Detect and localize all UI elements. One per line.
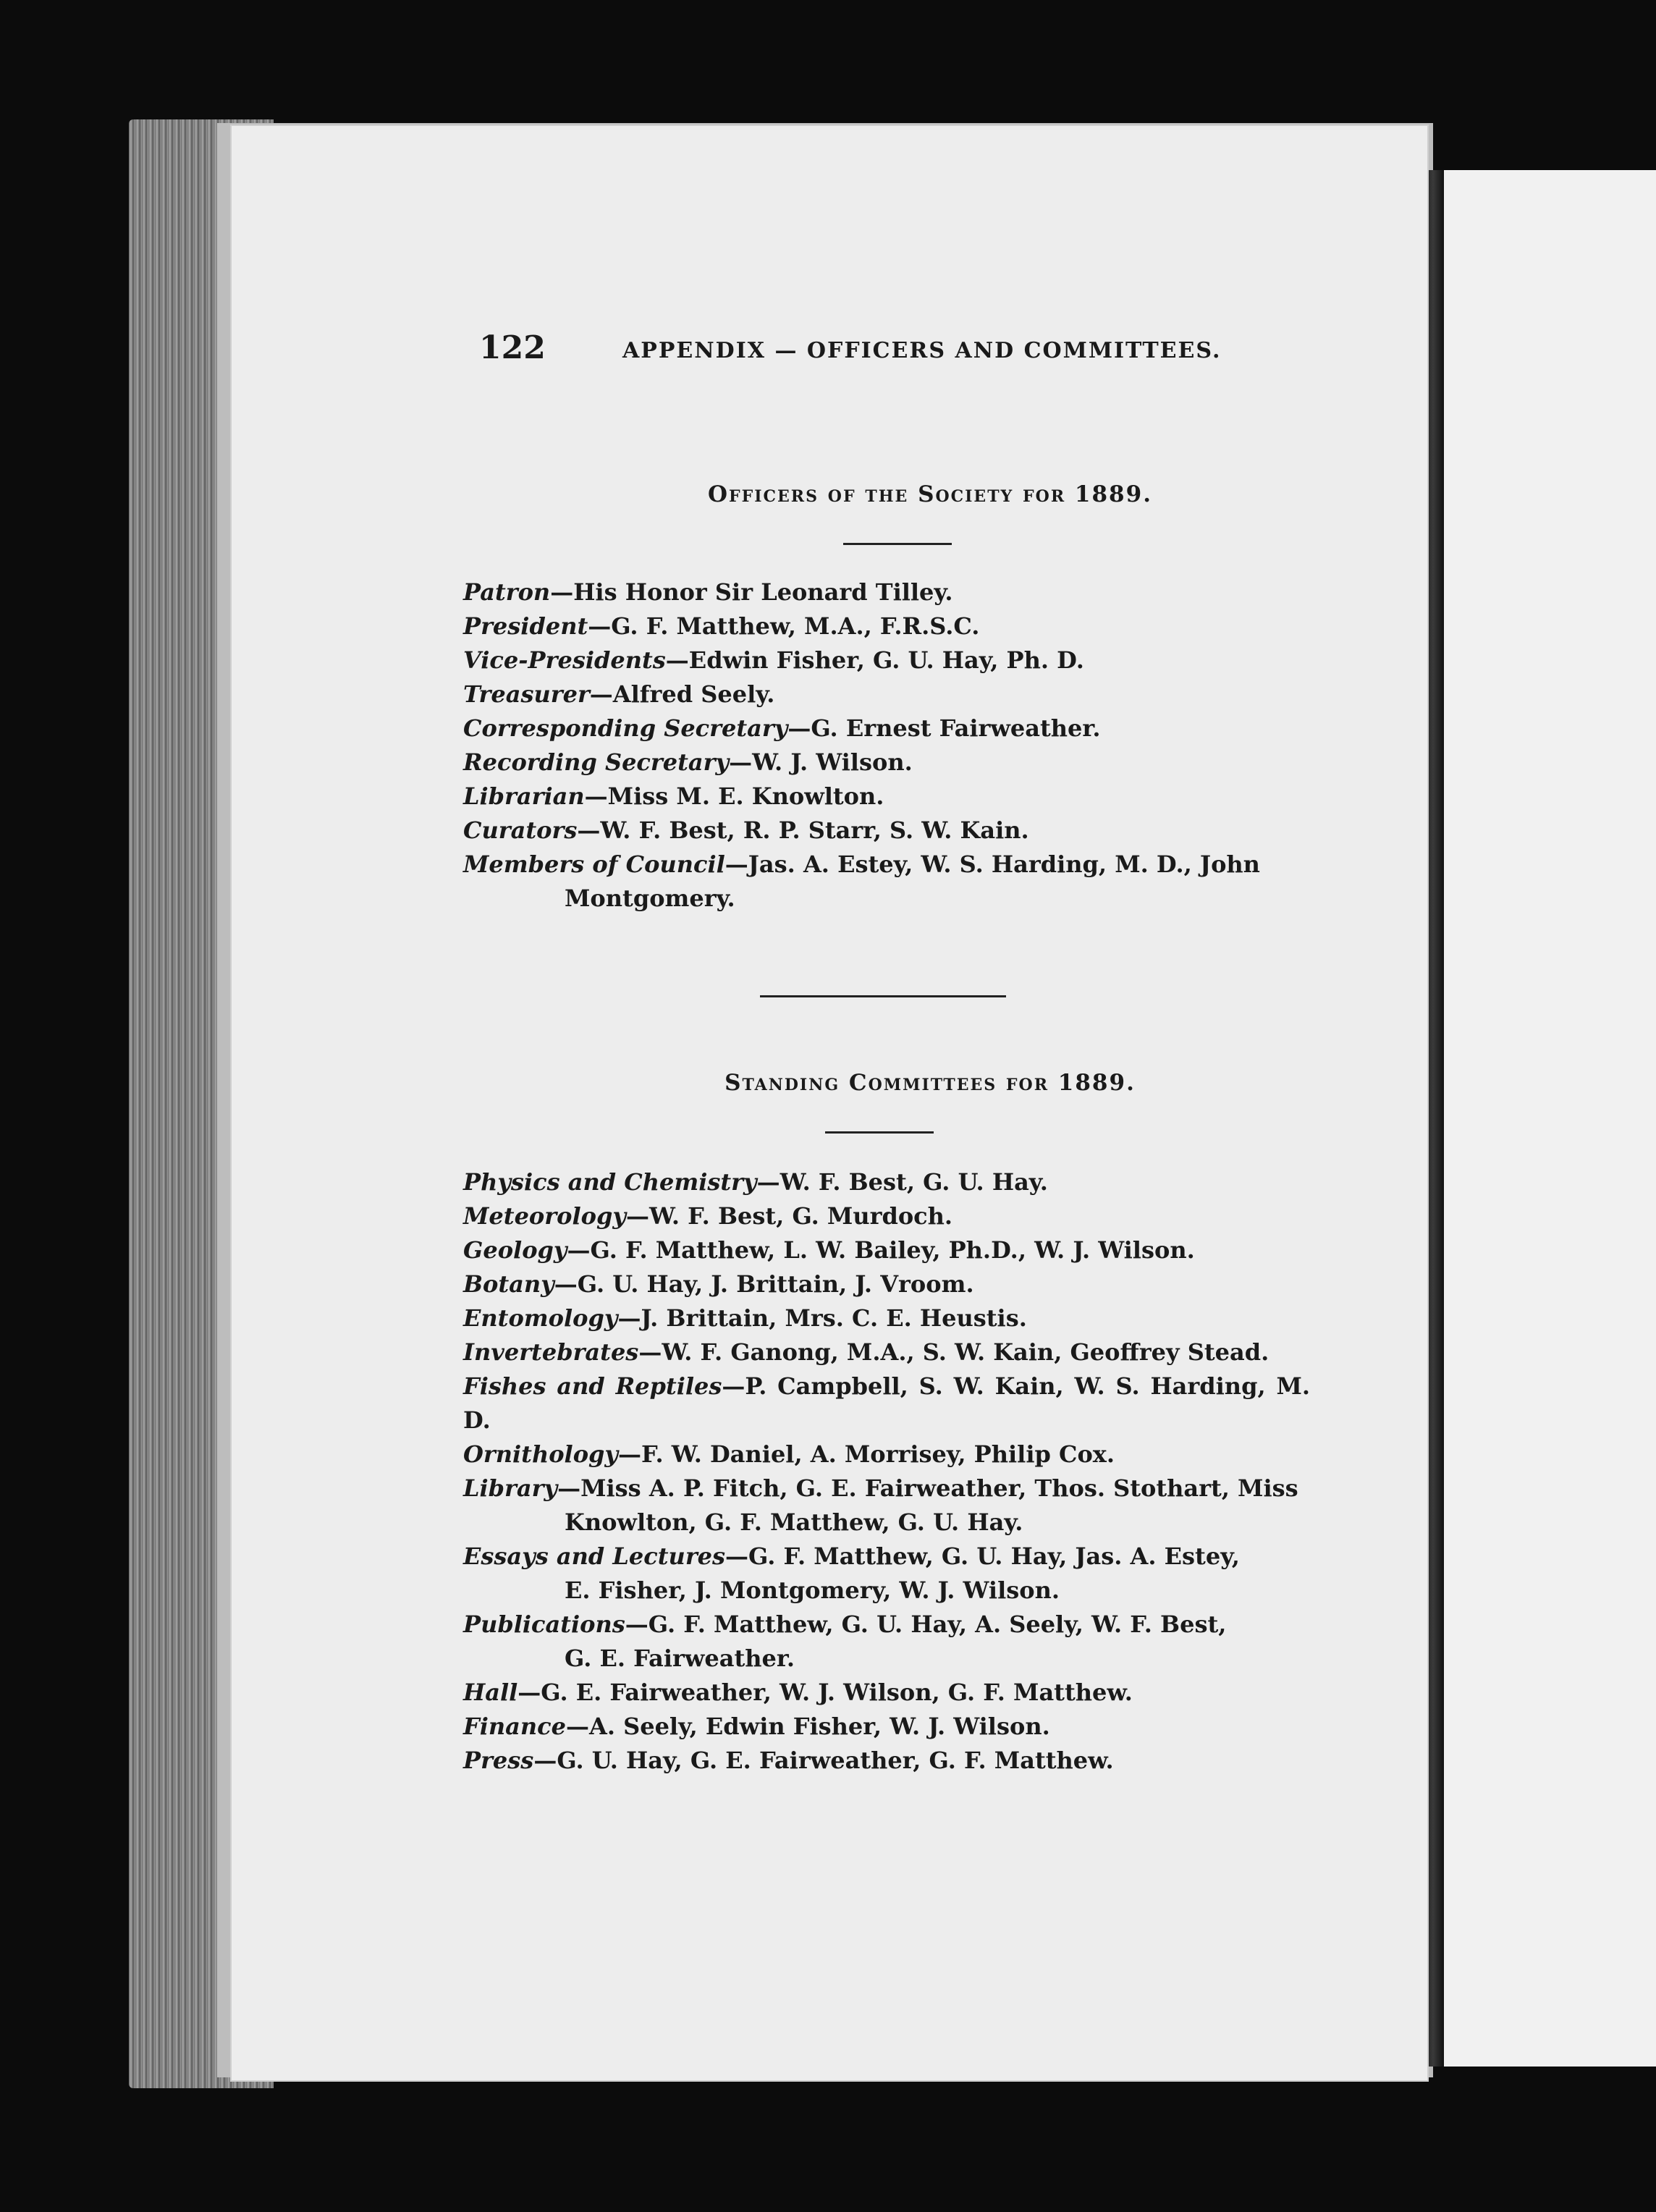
entry-names: J. Brittain, Mrs. C. E. Heustis. <box>641 1304 1027 1332</box>
entry-names: Alfred Seely. <box>612 680 775 708</box>
entry-continuation: G. E. Fairweather. <box>565 1645 795 1672</box>
officers-heading: Officers of the Society for 1889. <box>708 481 1152 507</box>
entry-role: Corresponding Secretary <box>463 714 788 742</box>
section-divider-rule <box>760 995 1006 997</box>
entry-names: Edwin Fisher, G. U. Hay, Ph. D. <box>688 646 1084 674</box>
entry-role: Botany <box>463 1270 554 1298</box>
list-item: Patron—His Honor Sir Leonard Tilley. <box>463 578 953 606</box>
entry-role: Hall <box>463 1679 518 1706</box>
running-title: APPENDIX — OFFICERS AND COMMITTEES. <box>622 338 1222 363</box>
entry-names: A. Seely, Edwin Fisher, W. J. Wilson. <box>588 1713 1050 1740</box>
list-item: Members of Council—Jas. A. Estey, W. S. Harding, M. D., John Montgomery. <box>463 848 1310 916</box>
list-item: Geology—G. F. Matthew, L. W. Bailey, Ph.D., W. J. Wilson. <box>463 1236 1195 1264</box>
entry-role: Patron <box>463 578 551 606</box>
officers-list <box>463 575 1310 916</box>
entry-continuation: E. Fisher, J. Montgomery, W. J. Wilson. <box>565 1576 1060 1604</box>
entry-names: G. U. Hay, J. Brittain, J. Vroom. <box>577 1270 974 1298</box>
entry-role: Entomology <box>463 1304 618 1332</box>
list-item: Entomology—J. Brittain, Mrs. C. E. Heustis. <box>463 1304 1027 1332</box>
running-head <box>463 329 1397 387</box>
entry-role: Library <box>463 1474 558 1502</box>
entry-role: Essays and Lectures <box>463 1542 726 1570</box>
entry-role: Fishes and Reptiles <box>463 1372 722 1400</box>
entry-role: Finance <box>463 1713 566 1740</box>
entry-names: W. F. Best, G. Murdoch. <box>649 1202 953 1230</box>
entry-names: G. F. Matthew, L. W. Bailey, Ph.D., W. J. Wilson. <box>590 1236 1195 1264</box>
entry-names: His Honor Sir Leonard Tilley. <box>573 578 953 606</box>
entry-names: Miss M. E. Knowlton. <box>607 782 884 810</box>
committees-heading: Standing Committees for 1889. <box>724 1070 1136 1096</box>
book-page <box>230 124 1429 2082</box>
entry-names: Jas. A. Estey, W. S. Harding, M. D., John <box>748 850 1260 878</box>
entry-names: Miss A. P. Fitch, G. E. Fairweather, Thos. Stothart, Miss <box>580 1474 1298 1502</box>
list-item: Hall—G. E. Fairweather, W. J. Wilson, G. F. Matthew. <box>463 1679 1133 1706</box>
page-number: 122 <box>479 329 546 366</box>
list-item: Vice-Presidents—Edwin Fisher, G. U. Hay, Ph. D. <box>463 646 1084 674</box>
list-item: President—G. F. Matthew, M.A., F.R.S.C. <box>463 612 980 640</box>
entry-names: W. J. Wilson. <box>752 748 913 776</box>
list-item: Meteorology—W. F. Best, G. Murdoch. <box>463 1202 953 1230</box>
entry-continuation: Knowlton, G. F. Matthew, G. U. Hay. <box>565 1508 1023 1536</box>
entry-names: G. F. Matthew, G. U. Hay, A. Seely, W. F. Best, <box>648 1611 1227 1638</box>
entry-role: Geology <box>463 1236 567 1264</box>
entry-role: Librarian <box>463 782 585 810</box>
list-item: Fishes and Reptiles—P. Campbell, S. W. Kain, W. S. Harding, M. D. <box>463 1372 1311 1434</box>
list-item: Finance—A. Seely, Edwin Fisher, W. J. Wilson. <box>463 1713 1050 1740</box>
list-item: Curators—W. F. Best, R. P. Starr, S. W. Kain. <box>463 816 1029 844</box>
committees-list <box>463 1165 1310 1778</box>
entry-role: Curators <box>463 816 578 844</box>
entry-names: G. Ernest Fairweather. <box>811 714 1101 742</box>
entry-role: Recording Secretary <box>463 748 730 776</box>
facing-page <box>1444 170 1656 2067</box>
entry-names: W. F. Best, R. P. Starr, S. W. Kain. <box>600 816 1029 844</box>
entry-names: G. F. Matthew, M.A., F.R.S.C. <box>611 612 980 640</box>
entry-role: Publications <box>463 1611 625 1638</box>
entry-names: P. Campbell, S. W. Kain, W. S. Harding, M. D. <box>463 1372 1311 1434</box>
list-item: Invertebrates—W. F. Ganong, M.A., S. W. Kain, Geoffrey Stead. <box>463 1338 1270 1366</box>
list-item: Physics and Chemistry—W. F. Best, G. U. Hay. <box>463 1168 1048 1196</box>
entry-role: Meteorology <box>463 1202 626 1230</box>
entry-role: Treasurer <box>463 680 590 708</box>
entry-role: Vice-Presidents <box>463 646 666 674</box>
entry-names: G. F. Matthew, G. U. Hay, Jas. A. Estey, <box>748 1542 1240 1570</box>
entry-role: Invertebrates <box>463 1338 639 1366</box>
list-item: Ornithology—F. W. Daniel, A. Morrisey, Philip Cox. <box>463 1440 1115 1468</box>
list-item: Press—G. U. Hay, G. E. Fairweather, G. F. Matthew. <box>463 1747 1114 1774</box>
entry-role: Ornithology <box>463 1440 619 1468</box>
list-item: Essays and Lectures—G. F. Matthew, G. U. Hay, Jas. A. Estey, E. Fisher, J. Montgomery, W. J. Wilson. <box>463 1540 1310 1608</box>
entry-role: Members of Council <box>463 850 725 878</box>
list-item: Publications—G. F. Matthew, G. U. Hay, A. Seely, W. F. Best, G. E. Fairweather. <box>463 1608 1310 1676</box>
entry-names: W. F. Best, G. U. Hay. <box>780 1168 1048 1196</box>
entry-continuation: Montgomery. <box>565 885 735 912</box>
list-item: Librarian—Miss M. E. Knowlton. <box>463 782 884 810</box>
entry-names: W. F. Ganong, M.A., S. W. Kain, Geoffrey Stead. <box>662 1338 1270 1366</box>
committees-heading-rule <box>825 1131 934 1134</box>
entry-names: F. W. Daniel, A. Morrisey, Philip Cox. <box>641 1440 1115 1468</box>
entry-names: G. U. Hay, G. E. Fairweather, G. F. Matthew. <box>557 1747 1114 1774</box>
entry-role: President <box>463 612 588 640</box>
entry-role: Press <box>463 1747 534 1774</box>
entry-role: Physics and Chemistry <box>463 1168 757 1196</box>
list-item: Library—Miss A. P. Fitch, G. E. Fairweather, Thos. Stothart, Miss Knowlton, G. F. Matthew, G. U. Hay. <box>463 1472 1310 1540</box>
officers-heading-rule <box>843 543 952 545</box>
list-item: Corresponding Secretary—G. Ernest Fairweather. <box>463 714 1101 742</box>
list-item: Recording Secretary—W. J. Wilson. <box>463 748 913 776</box>
list-item: Treasurer—Alfred Seely. <box>463 680 775 708</box>
list-item: Botany—G. U. Hay, J. Brittain, J. Vroom. <box>463 1270 974 1298</box>
entry-names: G. E. Fairweather, W. J. Wilson, G. F. Matthew. <box>541 1679 1133 1706</box>
